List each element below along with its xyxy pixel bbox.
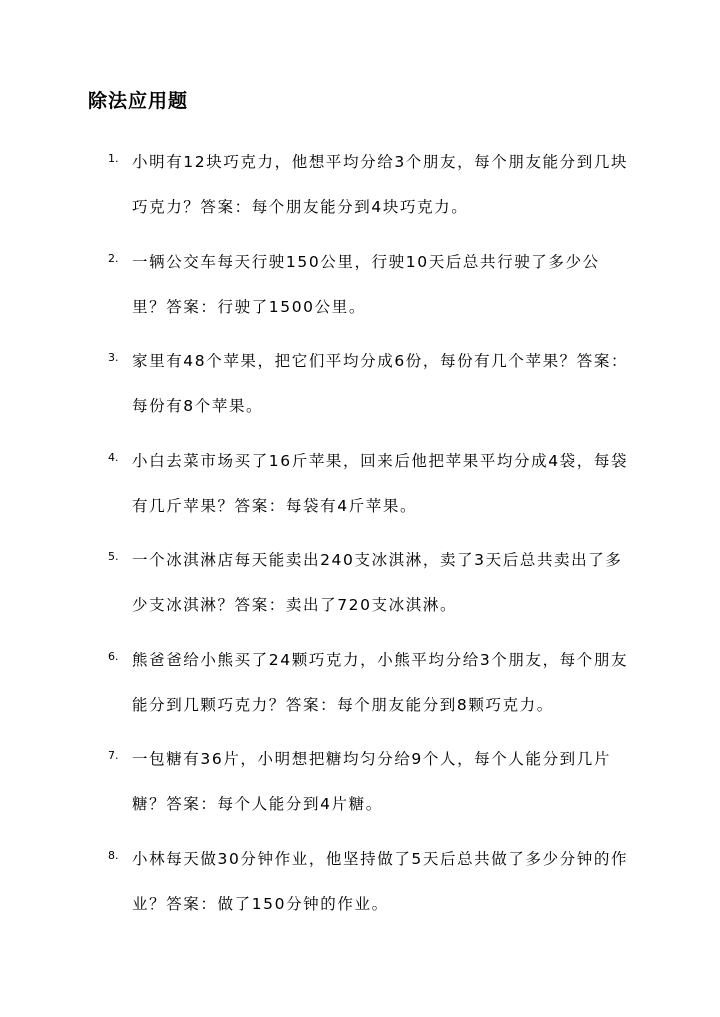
- item-text: 家里有48个苹果，把它们平均分成6份，每份有几个苹果？答案：每份有8个苹果。: [132, 352, 629, 415]
- list-item: [0, 538, 720, 638]
- item-number: 4.: [108, 450, 119, 464]
- item-number: 7.: [108, 749, 119, 762]
- item-text: 小明有12块巧克力，他想平均分给3个朋友，每个朋友能分到几块巧克力？答案：每个朋友能分到4块巧克力。: [132, 153, 629, 216]
- item-number: 8.: [108, 848, 119, 862]
- item-text: 小林每天做30分钟作业，他坚持做了5天后总共做了多少分钟的作业？答案：做了150分钟的作业。: [132, 849, 629, 913]
- item-text: 小白去菜市场买了16斤苹果，回来后他把苹果平均分成4袋，每袋有几斤苹果？答案：每袋有4斤苹果。: [132, 451, 629, 515]
- list-item: [0, 837, 720, 937]
- list-item: [0, 439, 720, 539]
- document-title: 除法应用题: [88, 90, 189, 112]
- list-item: [0, 737, 720, 837]
- item-number: 1.: [108, 152, 119, 165]
- item-number: 5.: [108, 550, 119, 563]
- item-text: 一个冰淇淋店每天能卖出240支冰淇淋，卖了3天后总共卖出了多少支冰淇淋？答案：卖出了720支冰淇淋。: [132, 551, 623, 614]
- item-number: 3.: [108, 351, 119, 364]
- item-text: 熊爸爸给小熊买了24颗巧克力，小熊平均分给3个朋友，每个朋友能分到几颗巧克力？答案：每个朋友能分到8颗巧克力。: [132, 650, 629, 714]
- item-text: 一包糖有36片，小明想把糖均匀分给9个人，每个人能分到几片糖？答案：每个人能分到4片糖。: [132, 750, 611, 813]
- problem-list: [0, 140, 720, 936]
- list-item: [0, 140, 720, 240]
- item-text: 一辆公交车每天行驶150公里，行驶10天后总共行驶了多少公里？答案：行驶了1500公里。: [132, 252, 600, 316]
- list-item: [0, 240, 720, 340]
- item-number: 2.: [108, 251, 119, 265]
- list-item: [0, 339, 720, 439]
- item-number: 6.: [108, 649, 119, 663]
- list-item: [0, 638, 720, 738]
